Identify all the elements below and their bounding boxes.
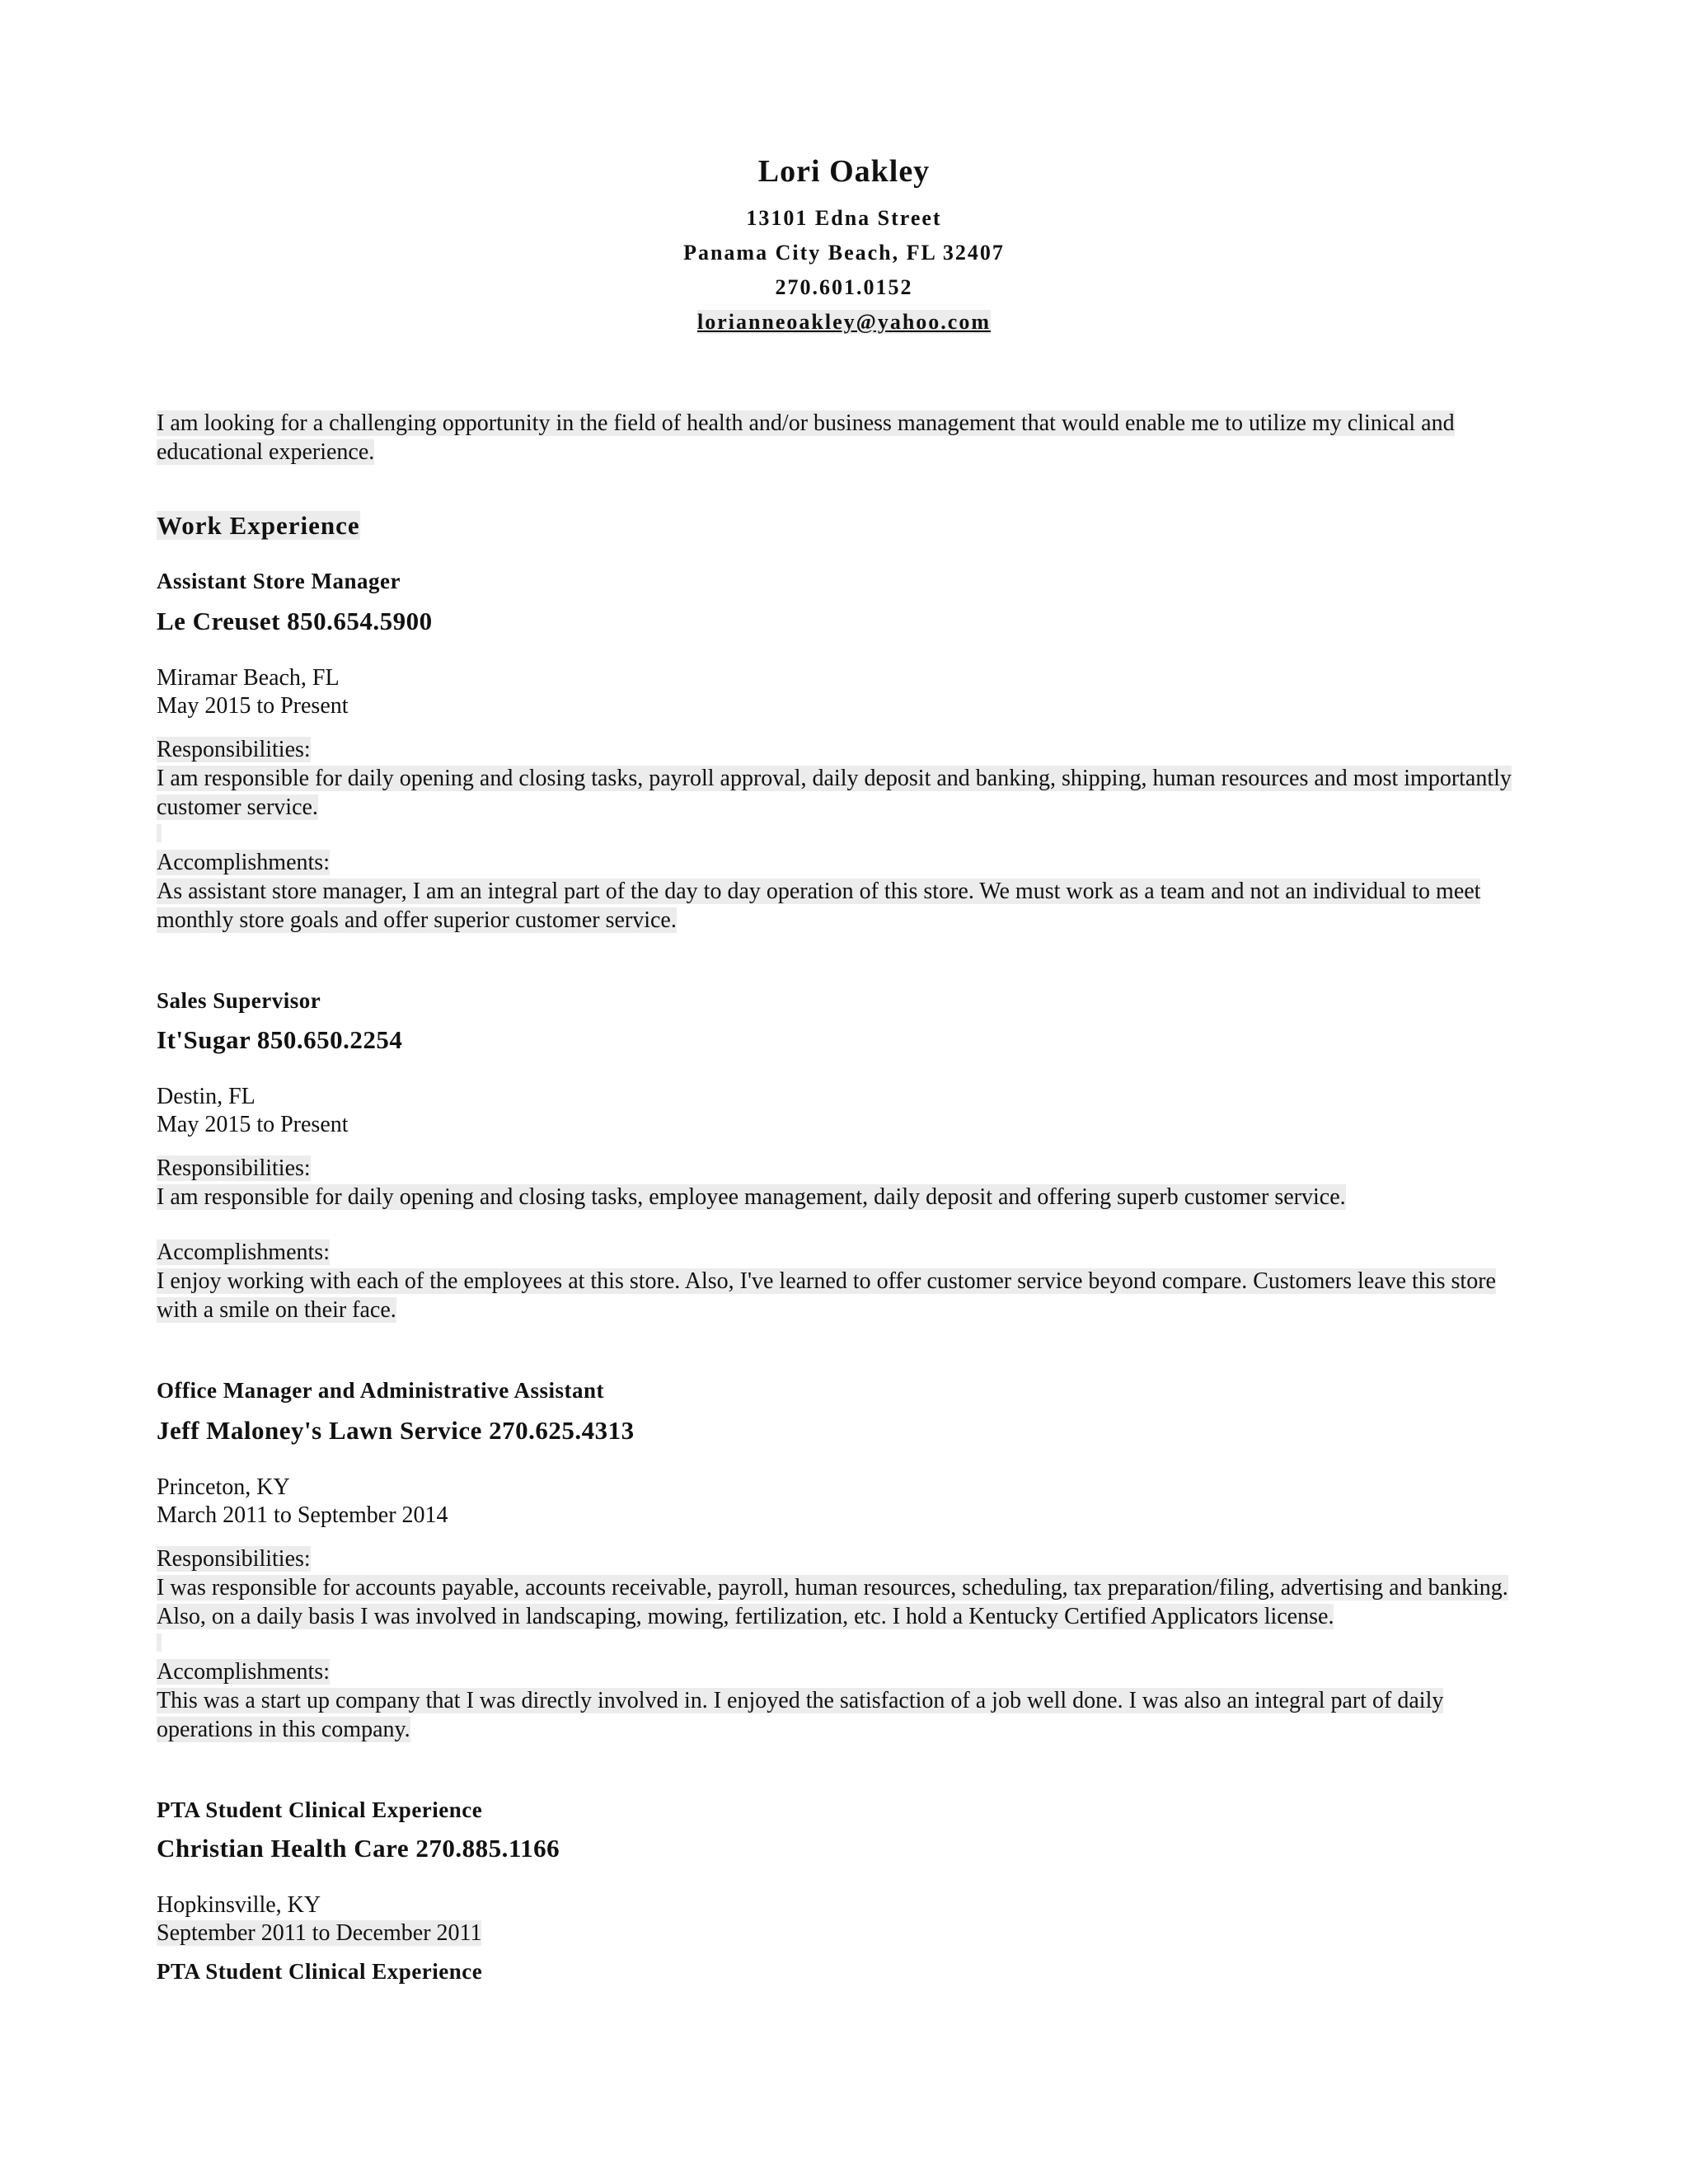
spacer-mark [157,824,1525,846]
job-location: Hopkinsville, KY [157,1892,321,1918]
responsibilities-body: I am responsible for daily opening and closing tasks, employee management, daily deposit and offering superb customer service. [157,1184,1346,1210]
job-footer-title: PTA Student Clinical Experience [157,1959,483,1984]
section-title-text: Work Experience [157,511,360,540]
job-company: Le Creuset 850.654.5900 [157,607,433,635]
job-dates: May 2015 to Present [157,1112,349,1137]
responsibilities-text [157,1183,1525,1212]
job-location: Princeton, KY [157,1474,290,1500]
job-title: Sales Supervisor [157,988,321,1013]
accomplishments-label-text: Accomplishments: [157,1659,330,1685]
accomplishments-label-text: Accomplishments: [157,850,330,875]
accomplishments-label-text: Accomplishments: [157,1240,330,1265]
accomplishments-label [157,849,1525,877]
job-location: Destin, FL [157,1084,256,1109]
section-title-work-experience [157,511,1525,541]
job-location: Miramar Beach, FL [157,665,340,691]
responsibilities-label [157,1545,1525,1573]
job-company: Jeff Maloney's Lawn Service 270.625.4313 [157,1416,635,1445]
accomplishments-label [157,1658,1525,1686]
spacer-mark [157,1633,1525,1656]
job-title: PTA Student Clinical Experience [157,1797,483,1822]
responsibilities-label-text: Responsibilities: [157,737,311,762]
accomplishments-body: As assistant store manager, I am an integral part of the day to day operation of this store. We must work as a team and not an individual to meet monthly store goals and offer superior customer service. [157,879,1481,933]
resume-name: Lori Oakley [757,154,931,189]
responsibilities-label [157,1155,1525,1183]
responsibilities-label-text: Responsibilities: [157,1155,311,1181]
job-dates-text: September 2011 to December 2011 [157,1920,482,1946]
job-title: Office Manager and Administrative Assistant [157,1378,604,1403]
responsibilities-label [157,736,1525,764]
phone-number: 270.601.0152 [775,275,913,299]
accomplishments-body: I enjoy working with each of the employees at this store. Also, I've learned to offer customer service beyond compare. Customers leave this store with a smile on their face. [157,1268,1496,1323]
accomplishments-label [157,1239,1525,1267]
job-company: It'Sugar 850.650.2254 [157,1025,403,1054]
job-title: Assistant Store Manager [157,569,401,593]
responsibilities-text [157,1573,1525,1631]
objective-text: I am looking for a challenging opportunity in the field of health and/or business management that would enable me to utilize my clinical and educational experience. [157,410,1455,465]
responsibilities-body: I was responsible for accounts payable, accounts receivable, payroll, human resources, scheduling, tax preparation/filing, advertising and banking. Also, on a daily basis I was involved in landscaping, mowing, fertilization, etc. I hold a Kentucky Certified Applicators license. [157,1575,1508,1629]
responsibilities-label-text: Responsibilities: [157,1546,311,1572]
email-line [0,310,1688,335]
address-line-2: Panama City Beach, FL 32407 [683,241,1005,265]
job-company: Christian Health Care 270.885.1166 [157,1834,560,1863]
address-line-1: 13101 Edna Street [746,206,942,230]
job-dates: May 2015 to Present [157,693,349,719]
accomplishments-text [157,1267,1525,1324]
job-dates: March 2011 to September 2014 [157,1502,448,1528]
accomplishments-text [157,1686,1525,1744]
accomplishments-text [157,877,1525,935]
objective [157,409,1525,466]
accomplishments-body: This was a start up company that I was directly involved in. I enjoyed the satisfaction of a job well done. I was also an integral part of daily operations in this company. [157,1688,1444,1742]
responsibilities-body: I am responsible for daily opening and closing tasks, payroll approval, daily deposit and banking, shipping, human resources and most importantly customer service. [157,766,1512,820]
job-dates [157,1919,1525,1947]
email-link[interactable]: lorianneoakley@yahoo.com [696,310,991,334]
responsibilities-text [157,764,1525,822]
